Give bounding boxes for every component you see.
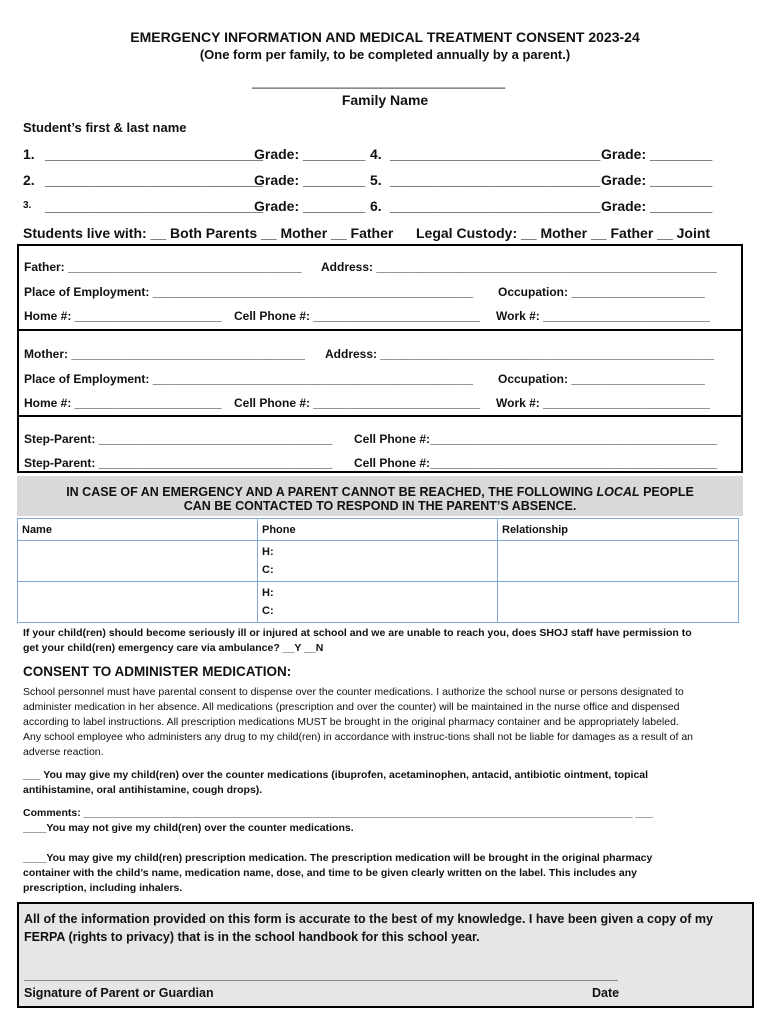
family-name-line[interactable]: ___________________________________	[252, 74, 506, 89]
table-row	[18, 582, 739, 623]
col-phone-header: Phone	[258, 519, 498, 541]
rx-line1: ____You may give my child(ren) prescription medication. The prescription medication will be brought in the original pharmacy	[23, 852, 653, 864]
col-name-header: Name	[18, 519, 258, 541]
students-live-with[interactable]: Students live with: __ Both Parents __ Mother __ Father	[23, 225, 394, 241]
father-section	[17, 244, 743, 331]
signature-label: Signature of Parent or Guardian	[24, 986, 214, 1000]
table-header-row	[18, 519, 739, 541]
signature-section	[17, 902, 754, 1008]
date-label: Date	[592, 986, 620, 1000]
emergency-line2: CAN BE CONTACTED TO RESPOND IN THE PARENT’S ABSENCE.	[183, 499, 577, 513]
student-grade-field-3[interactable]: Grade: ________	[254, 198, 366, 214]
student-name-field-3[interactable]: ____________________________	[45, 198, 264, 214]
contact-1-phone-cell[interactable]	[258, 541, 498, 582]
student-name-field-5[interactable]: ___________________________	[390, 172, 601, 188]
otc-permission[interactable]	[23, 768, 758, 798]
form-subtitle: (One form per family, to be completed annually by a parent.)	[199, 47, 571, 62]
student-num-3: 3.	[23, 200, 32, 211]
mother-home-phone-field[interactable]: Home #: ______________________	[24, 396, 222, 410]
contact-1-relationship-cell[interactable]	[498, 541, 739, 582]
mother-employment-field[interactable]: Place of Employment: ________________________________________________	[24, 372, 474, 386]
consent-text-line: according to label instructions. All prescription medications MUST be brought in the original pharmacy container and be appropriately labeled.	[23, 716, 679, 728]
comments-field[interactable]: Comments: ______________________________________________________________________________________________ ___	[23, 807, 654, 819]
emergency-contacts-table	[17, 518, 739, 623]
accuracy-statement-line2: FERPA (rights to privacy) that is in the school handbook for this school year.	[24, 930, 480, 944]
mother-cell-phone-field[interactable]: Cell Phone #: _________________________	[234, 396, 481, 410]
father-cell-phone-field[interactable]: Cell Phone #: _________________________	[234, 309, 481, 323]
father-employment-field[interactable]: Place of Employment: ________________________________________________	[24, 285, 474, 299]
contact-2-name-cell[interactable]	[18, 582, 258, 623]
contact-2-phone-cell[interactable]	[258, 582, 498, 623]
students-heading: Student’s first & last name	[23, 120, 187, 135]
student-num-1: 1.	[23, 146, 35, 162]
emergency-line1-local: LOCAL	[596, 485, 640, 499]
consent-text-line: Any school employee who administers any drug to my child(ren) in accordance with instruc-tions shall not be liable for damages as a result of an	[23, 731, 694, 743]
col-relationship-header: Relationship	[498, 519, 739, 541]
step-parent-2-cell-field[interactable]: Cell Phone #:___________________________________________	[354, 456, 717, 470]
prescription-permission[interactable]	[23, 851, 758, 896]
contact-1-name-cell[interactable]	[18, 541, 258, 582]
table-row	[18, 541, 739, 582]
student-grade-field-4[interactable]: Grade: ________	[601, 146, 713, 162]
mother-address-field[interactable]: Address: __________________________________________________	[325, 347, 715, 361]
consent-text-line: adverse reaction.	[23, 746, 104, 758]
rx-line2: container with the child’s name, medication name, dose, and time to be given clearly written on the label. This includes any	[23, 867, 637, 879]
student-num-4: 4.	[370, 146, 382, 162]
emergency-line1-pre: IN CASE OF AN EMERGENCY AND A PARENT CANNOT BE REACHED, THE FOLLOWING	[66, 485, 597, 499]
mother-occupation-field[interactable]: Occupation: ____________________	[498, 372, 705, 386]
ambulance-line1: If your child(ren) should become seriously ill or injured at school and we are unable to reach you, does SHOJ staff have permission to	[23, 627, 692, 639]
student-num-2: 2.	[23, 172, 35, 188]
student-grade-field-5[interactable]: Grade: ________	[601, 172, 713, 188]
student-grade-field-6[interactable]: Grade: ________	[601, 198, 713, 214]
step-parent-section	[17, 415, 743, 473]
cell-phone-label: C:	[262, 605, 274, 617]
father-address-field[interactable]: Address: ___________________________________________________	[321, 260, 717, 274]
rx-line3: prescription, including inhalers.	[23, 882, 183, 894]
father-name-field[interactable]: Father: ___________________________________	[24, 260, 302, 274]
mother-section	[17, 329, 743, 417]
ambulance-line2[interactable]: get your child(ren) emergency care via ambulance? __Y __N	[23, 642, 324, 654]
mother-name-field[interactable]: Mother: ___________________________________	[24, 347, 305, 361]
consent-paragraph	[23, 685, 758, 760]
student-name-field-1[interactable]: ____________________________	[45, 146, 264, 162]
legal-custody[interactable]: Legal Custody: __ Mother __ Father __ Joint	[416, 225, 711, 241]
emergency-line1-post: PEOPLE	[639, 485, 694, 499]
student-num-6: 6.	[370, 198, 382, 214]
otc-line2: antihistamine, oral antihistamine, cough drops).	[23, 784, 263, 796]
student-num-5: 5.	[370, 172, 382, 188]
contact-2-relationship-cell[interactable]	[498, 582, 739, 623]
otc-line1: ___ You may give my child(ren) over the counter medications (ibuprofen, acetaminophen, antacid, antibiotic ointment, topical	[23, 769, 649, 781]
signature-line[interactable]: _________________________________________________________________________________________	[24, 968, 618, 982]
no-otc-option[interactable]: ____You may not give my child(ren) over the counter medications.	[23, 822, 354, 834]
consent-text-line: administer medication in her absence. All medications (prescription and over the counter) will be maintained in the nurse office and dispensed	[23, 701, 680, 713]
step-parent-1-cell-field[interactable]: Cell Phone #:___________________________________________	[354, 432, 717, 446]
family-name-label: Family Name	[341, 92, 429, 108]
student-grade-field-1[interactable]: Grade: ________	[254, 146, 366, 162]
student-grade-field-2[interactable]: Grade: ________	[254, 172, 366, 188]
cell-phone-label: C:	[262, 564, 274, 576]
father-work-phone-field[interactable]: Work #: _________________________	[496, 309, 710, 323]
student-name-field-6[interactable]: ___________________________	[390, 198, 601, 214]
home-phone-label: H:	[262, 546, 274, 558]
student-name-field-4[interactable]: ___________________________	[390, 146, 601, 162]
home-phone-label: H:	[262, 587, 274, 599]
consent-text-line: School personnel must have parental consent to dispense over the counter medications. I authorize the school nurse or persons designated to	[23, 686, 684, 698]
father-home-phone-field[interactable]: Home #: ______________________	[24, 309, 222, 323]
consent-heading: CONSENT TO ADMINISTER MEDICATION:	[23, 664, 292, 679]
father-occupation-field[interactable]: Occupation: ____________________	[498, 285, 705, 299]
step-parent-1-name-field[interactable]: Step-Parent: ___________________________________	[24, 432, 333, 446]
student-name-field-2[interactable]: ____________________________	[45, 172, 264, 188]
ambulance-permission	[23, 626, 758, 656]
form-title: EMERGENCY INFORMATION AND MEDICAL TREATMENT CONSENT 2023-24	[130, 29, 640, 45]
step-parent-2-name-field[interactable]: Step-Parent: ___________________________________	[24, 456, 333, 470]
emergency-banner	[17, 476, 743, 516]
accuracy-statement-line1: All of the information provided on this form is accurate to the best of my knowledge. I have been given a copy of my	[24, 912, 714, 926]
mother-work-phone-field[interactable]: Work #: _________________________	[496, 396, 710, 410]
